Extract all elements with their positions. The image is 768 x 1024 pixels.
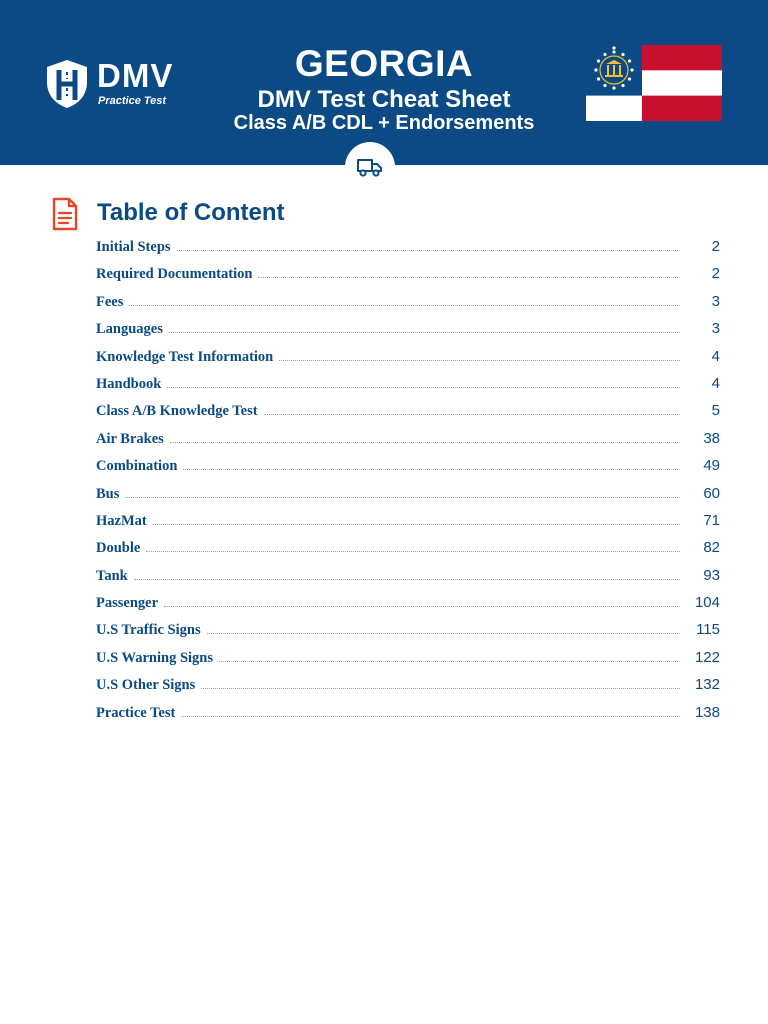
toc-item-page[interactable]: 3	[711, 292, 720, 310]
toc-item-page[interactable]: 4	[711, 374, 720, 392]
toc-item[interactable]	[96, 293, 720, 320]
toc-item[interactable]	[96, 539, 720, 566]
title-block	[190, 42, 578, 135]
toc-dot-leader	[181, 716, 680, 717]
truck-badge	[345, 142, 395, 192]
truck-icon	[356, 156, 384, 178]
toc-item-label[interactable]: U.S Warning Signs	[96, 649, 213, 666]
toc-item-page[interactable]: 71	[703, 511, 720, 529]
toc-item-label[interactable]: Handbook	[96, 375, 162, 392]
toc-dot-leader	[169, 332, 680, 333]
toc-item[interactable]	[96, 265, 720, 292]
toc-item[interactable]	[96, 567, 720, 594]
toc-item-label[interactable]: Knowledge Test Information	[96, 348, 274, 365]
toc-item[interactable]	[96, 238, 720, 265]
toc-item-page[interactable]: 49	[703, 457, 720, 475]
toc-item-label[interactable]: Tank	[96, 567, 128, 584]
georgia-state-flag-icon	[586, 45, 722, 121]
toc-title: Table of Content	[97, 199, 285, 226]
toc-item[interactable]	[96, 512, 720, 539]
toc-item[interactable]	[96, 375, 720, 402]
toc-dot-leader	[170, 442, 680, 443]
toc-item-label[interactable]: Languages	[96, 321, 163, 338]
toc-dot-leader	[146, 551, 680, 552]
toc-item[interactable]	[96, 649, 720, 676]
toc-dot-leader	[258, 277, 680, 278]
toc-item[interactable]	[96, 676, 720, 703]
toc-item-label[interactable]: Bus	[96, 485, 120, 502]
toc-item-label[interactable]: HazMat	[96, 512, 147, 529]
toc-item-page[interactable]: 104	[694, 594, 720, 612]
page-title: GEORGIA	[294, 43, 474, 84]
toc-item[interactable]	[96, 485, 720, 512]
toc-item-label[interactable]: U.S Traffic Signs	[96, 622, 201, 639]
toc-dot-leader	[219, 661, 680, 662]
toc-item-page[interactable]: 2	[711, 265, 720, 283]
toc-item-page[interactable]: 60	[703, 484, 720, 502]
toc-dot-leader	[207, 633, 680, 634]
toc-item-page[interactable]: 2	[711, 238, 720, 255]
dmv-logo	[44, 56, 194, 112]
toc-item[interactable]	[96, 594, 720, 621]
shield-icon	[44, 58, 90, 110]
toc-item-label[interactable]: Combination	[96, 458, 178, 475]
toc-item-label[interactable]: U.S Other Signs	[96, 677, 196, 694]
toc-item[interactable]	[96, 704, 720, 731]
toc-item-page[interactable]: 115	[696, 621, 720, 639]
toc-item-page[interactable]: 5	[711, 402, 720, 420]
toc-dot-leader	[177, 250, 680, 251]
toc-dot-leader	[264, 414, 680, 415]
toc-item-page[interactable]: 4	[711, 347, 720, 365]
page-subtitle-secondary: Class A/B CDL + Endorsements	[233, 112, 535, 134]
toc-item-label[interactable]: Class A/B Knowledge Test	[96, 403, 258, 420]
toc-item-page[interactable]: 132	[694, 676, 720, 694]
toc-item[interactable]	[96, 320, 720, 347]
toc-dot-leader	[129, 305, 680, 306]
toc-dot-leader	[201, 688, 680, 689]
toc-item-label[interactable]: Required Documentation	[96, 266, 253, 283]
logo-subtitle: Practice Test	[98, 95, 167, 107]
toc-item-label[interactable]: Air Brakes	[96, 430, 164, 447]
toc-item-label[interactable]: Practice Test	[96, 704, 176, 721]
toc-dot-leader	[183, 469, 680, 470]
toc-item-label[interactable]: Double	[96, 540, 141, 557]
toc-item-page[interactable]: 93	[703, 566, 720, 584]
toc-item-label[interactable]: Passenger	[96, 595, 159, 612]
toc-dot-leader	[279, 360, 680, 361]
toc-item-page[interactable]: 3	[711, 320, 720, 338]
toc-item[interactable]	[96, 430, 720, 457]
toc-item[interactable]	[96, 457, 720, 484]
toc-item-page[interactable]: 38	[703, 429, 720, 447]
toc-dot-leader	[153, 524, 680, 525]
page-header	[0, 0, 768, 165]
document-icon	[51, 197, 79, 231]
toc-list	[96, 238, 720, 731]
toc-dot-leader	[167, 387, 680, 388]
toc-dot-leader	[125, 497, 680, 498]
toc-item-page[interactable]: 138	[694, 703, 720, 721]
logo-text: DMV	[97, 57, 174, 94]
toc-item-label[interactable]: Initial Steps	[96, 239, 171, 255]
toc-dot-leader	[134, 579, 680, 580]
page-subtitle: DMV Test Cheat Sheet	[257, 86, 511, 113]
toc-item[interactable]	[96, 348, 720, 375]
toc-item[interactable]	[96, 621, 720, 648]
toc-item-page[interactable]: 82	[703, 539, 720, 557]
toc-item-label[interactable]: Fees	[96, 293, 124, 310]
toc-item[interactable]	[96, 402, 720, 429]
toc-item-page[interactable]: 122	[694, 648, 720, 666]
toc-dot-leader	[164, 606, 680, 607]
